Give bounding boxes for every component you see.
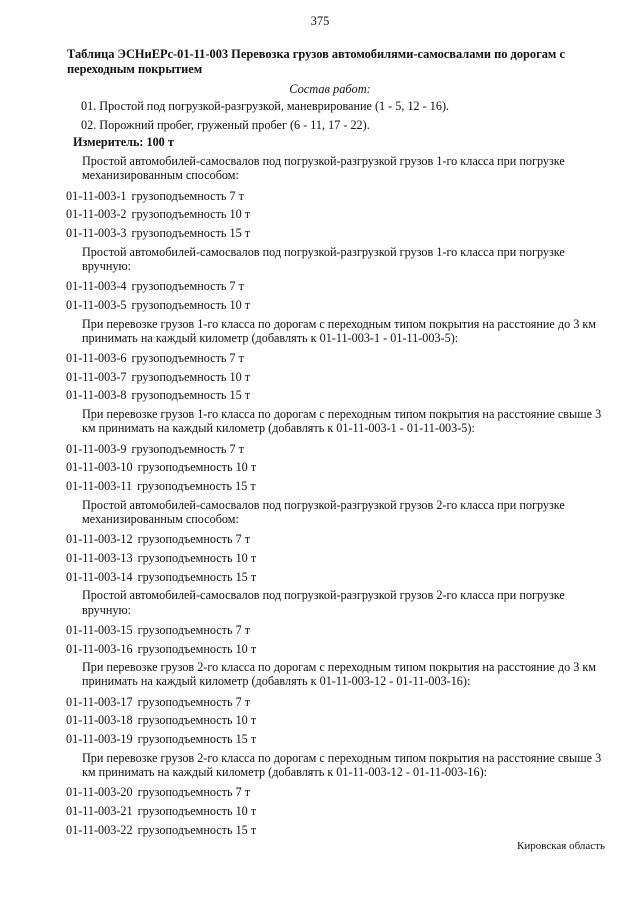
norm-row xyxy=(66,207,611,226)
norm-code: 01-11-003-2 xyxy=(66,207,127,222)
norm-code: 01-11-003-7 xyxy=(66,369,127,384)
norm-row xyxy=(66,279,611,298)
norm-description: грузоподъемность 10 т xyxy=(137,641,257,656)
norm-section xyxy=(66,751,611,842)
norm-description: грузоподъемность 10 т xyxy=(131,207,251,222)
norm-row xyxy=(66,623,611,642)
norm-section xyxy=(66,154,611,245)
norm-row xyxy=(66,695,611,714)
norm-description: грузоподъемность 7 т xyxy=(131,188,244,203)
norm-row xyxy=(66,388,611,407)
norm-row xyxy=(66,785,611,804)
norm-description: грузоподъемность 15 т xyxy=(137,732,257,747)
norm-code: 01-11-003-12 xyxy=(66,532,133,547)
norm-code: 01-11-003-19 xyxy=(66,732,133,747)
norm-code: 01-11-003-4 xyxy=(66,279,127,294)
norm-section xyxy=(66,407,611,498)
norm-description: грузоподъемность 7 т xyxy=(137,622,251,637)
norm-row xyxy=(66,189,611,208)
work-composition-heading: Состав работ: xyxy=(289,82,371,96)
norm-section xyxy=(66,660,611,751)
norm-section xyxy=(66,498,611,589)
work-item: 01. Простой под погрузкой-разгрузкой, маневрирование (1 - 5, 12 - 16). xyxy=(81,99,450,113)
norm-description: грузоподъемность 7 т xyxy=(137,532,251,547)
norm-code: 01-11-003-3 xyxy=(66,225,127,240)
norm-code: 01-11-003-11 xyxy=(66,479,133,493)
norm-description: грузоподъемность 10 т xyxy=(137,550,257,565)
norm-row xyxy=(66,551,611,570)
norm-code: 01-11-003-22 xyxy=(66,822,133,837)
norm-code: 01-11-003-6 xyxy=(66,351,127,366)
norm-code: 01-11-003-20 xyxy=(66,785,133,800)
norm-row xyxy=(66,732,611,751)
norm-description: грузоподъемность 15 т xyxy=(137,569,257,584)
norm-code: 01-11-003-13 xyxy=(66,550,133,565)
work-item: 02. Порожний пробег, груженый пробег (6 - 11, 17 - 22). xyxy=(81,118,370,132)
norm-row xyxy=(66,823,611,842)
norm-row xyxy=(66,570,611,589)
norm-section xyxy=(66,245,611,317)
section-description: Простой автомобилей-самосвалов под погрузкой-разгрузкой грузов 2-го класса при погрузке вручную: xyxy=(82,588,565,617)
norm-code: 01-11-003-21 xyxy=(66,804,133,818)
norm-description: грузоподъемность 7 т xyxy=(137,694,251,709)
norm-row xyxy=(66,532,611,551)
norm-code: 01-11-003-14 xyxy=(66,569,133,584)
norm-description: грузоподъемность 10 т xyxy=(137,460,257,475)
norm-description: грузоподъемность 10 т xyxy=(131,297,251,312)
section-description: Простой автомобилей-самосвалов под погрузкой-разгрузкой грузов 1-го класса при погрузке вручную: xyxy=(82,244,565,273)
norm-row xyxy=(66,713,611,732)
table-title: Таблица ЭСНиЕРс-01-11-003 Перевозка грузов автомобилями-самосвалами по дорогам с переходным покрытием xyxy=(67,47,565,76)
norm-row xyxy=(66,370,611,389)
norm-description: грузоподъемность 15 т xyxy=(137,479,256,493)
norm-description: грузоподъемность 7 т xyxy=(137,785,251,800)
norm-row xyxy=(66,442,611,461)
norm-code: 01-11-003-18 xyxy=(66,713,133,728)
section-description: При перевозке грузов 2-го класса по дорогам с переходным типом покрытия на расстояние свыше 3 км принимать на каждый километр (добавлять к 01-11-003-12 - 01-11-003-16): xyxy=(82,750,602,780)
norm-description: грузоподъемность 15 т xyxy=(131,225,251,240)
norm-row xyxy=(66,298,611,317)
norm-code: 01-11-003-16 xyxy=(66,641,133,656)
section-description: При перевозке грузов 2-го класса по дорогам с переходным типом покрытия на расстояние до 3 км принимать на каждый километр (добавлять к 01-11-003-12 - 01-11-003-16): xyxy=(82,660,596,689)
norms-list xyxy=(66,154,611,841)
norm-section xyxy=(66,588,611,660)
norm-row xyxy=(66,479,611,498)
norm-code: 01-11-003-5 xyxy=(66,297,127,312)
section-description: Простой автомобилей-самосвалов под погрузкой-разгрузкой грузов 2-го класса при погрузке механизированным способом: xyxy=(82,497,565,526)
norm-description: грузоподъемность 7 т xyxy=(131,351,244,366)
norm-code: 01-11-003-9 xyxy=(66,441,127,456)
region-footer: Кировская область xyxy=(517,840,606,852)
norm-row xyxy=(66,804,611,823)
norm-row xyxy=(66,351,611,370)
norm-code: 01-11-003-10 xyxy=(66,460,133,475)
norm-section xyxy=(66,317,611,408)
norm-description: грузоподъемность 7 т xyxy=(131,441,244,456)
section-description: При перевозке грузов 1-го класса по дорогам с переходным типом покрытия на расстояние до 3 км принимать на каждый километр (добавлять к 01-11-003-1 - 01-11-003-5): xyxy=(82,316,596,345)
norm-row xyxy=(66,642,611,661)
norm-code: 01-11-003-15 xyxy=(66,622,133,637)
norm-description: грузоподъемность 15 т xyxy=(131,388,251,403)
norm-code: 01-11-003-1 xyxy=(66,188,127,203)
norm-description: грузоподъемность 7 т xyxy=(131,279,244,294)
section-description: Простой автомобилей-самосвалов под погрузкой-разгрузкой грузов 1-го класса при погрузке механизированным способом: xyxy=(82,154,565,183)
work-composition-list xyxy=(81,99,449,137)
norm-row xyxy=(66,460,611,479)
section-description: При перевозке грузов 1-го класса по дорогам с переходным типом покрытия на расстояние свыше 3 км принимать на каждый километр (добавлять к 01-11-003-1 - 01-11-003-5): xyxy=(82,407,602,436)
norm-code: 01-11-003-17 xyxy=(66,694,133,709)
page-number: 375 xyxy=(310,14,330,28)
norm-description: грузоподъемность 15 т xyxy=(137,822,257,837)
norm-description: грузоподъемность 10 т xyxy=(137,713,257,728)
norm-description: грузоподъемность 10 т xyxy=(131,369,251,384)
unit-of-measure: Измеритель: 100 т xyxy=(73,135,174,149)
norm-code: 01-11-003-8 xyxy=(66,388,127,403)
norm-row xyxy=(66,226,611,245)
norm-description: грузоподъемность 10 т xyxy=(137,804,257,818)
